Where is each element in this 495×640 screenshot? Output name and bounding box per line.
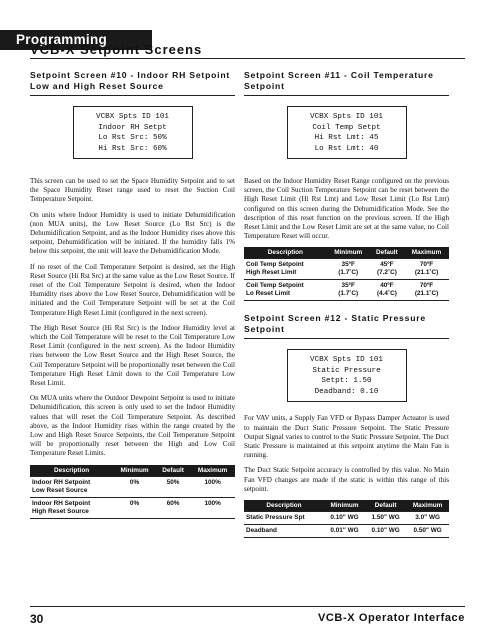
paragraph: For VAV units, a Supply Fan VFD or Bypass Damper Actuator is used to maintain the Duct Static Pressure Setpoint. The Static Pressure Output Signal varies to control to the Static Pressure Setpoint. The Duct Static Pressure is maintained at this setpoint anytime the Main Fan is running. (244, 414, 449, 460)
lcd-line: Setpt: 1.50 (321, 377, 372, 386)
lcd-line: Hi Rst Lmt: 45 (314, 134, 379, 142)
footer-divider (30, 606, 465, 607)
column-header: Maximum (404, 247, 449, 259)
table-cell: 100% (190, 476, 235, 497)
paragraph: On units where Indoor Humidity is used to initiate Dehumidification (non MUA units), the Low Reset Source (Lo Rst Src) is the Dehumidification Setpoint, and as the Indoor Humidity rises above this setpoint, Dehumidification will be initiated. If the humidity falls 1% below this setpoint, the unit will leave the Dehumidification Mode. (30, 210, 235, 256)
column-header: Minimum (324, 500, 365, 512)
table-cell: 3.0" WG (406, 512, 449, 525)
screen-12-heading: Setpoint Screen #12 - Static Pressure Setpoint (244, 313, 449, 339)
table-cell: Indoor RH Setpoint Low Reset Source (30, 476, 113, 497)
column-header: Minimum (113, 465, 156, 477)
left-column (30, 70, 235, 519)
table-cell: Deadband (244, 525, 324, 538)
lcd-display-screen-11 (287, 106, 407, 159)
table-cell: 70ºF (21.1˚C) (404, 259, 449, 280)
table-cell: 40ºF (4.4˚C) (370, 280, 404, 301)
lcd-line: Indoor RH Setpt (98, 123, 167, 132)
table-cell: 70ºF (21.1˚C) (404, 280, 449, 301)
table-row (244, 280, 449, 301)
lcd-line: Deadband: 0.10 (314, 387, 379, 396)
table-row (244, 259, 449, 280)
screen-11-heading: Setpoint Screen #11 - Coil Temperature Setpoint (244, 70, 449, 96)
table-row (244, 512, 449, 525)
lcd-line: Hi Rst Src: 60% (98, 144, 167, 153)
column-header: Description (30, 465, 113, 477)
table-cell: 50% (156, 476, 190, 497)
lcd-display-screen-10 (73, 106, 193, 159)
header-divider (30, 58, 465, 59)
lcd-line: Lo Rst Src: 50% (98, 134, 167, 142)
screen-10-heading: Setpoint Screen #10 - Indoor RH Setpoint Low and High Reset Source (30, 70, 235, 96)
column-header: Minimum (327, 247, 370, 259)
paragraph: The Duct Static Setpoint accuracy is controlled by this value. No Main Fan VFD changes are made if the static is within this range of this setpoint. (244, 466, 449, 493)
table-cell: 0% (113, 476, 156, 497)
table-cell: 100% (190, 497, 235, 518)
paragraph: Based on the Indoor Humidity Reset Range configured on the previous screen, the Coil Suction Temperature Setpoint can be reset between the High Reset Limit (Hi Rst Lmt) and Low Reset Limit (Lo Rst Lmt) configured on this screen during the Dehumidification Mode. See the description of this reset function on the previous screen. If the High Reset Limit and the Low Reset Limit are set at the same value, no Coil Temperature Reset will occur. (244, 177, 449, 241)
footer-document-title: VCB-X Operator Interface (317, 612, 465, 624)
section-label: Programming (16, 32, 108, 47)
page-title: VCB-X Setpoint Screens (30, 42, 203, 57)
paragraph: This screen can be used to set the Space Humidity Setpoint and to set the Space Humidity Reset range used to reset the Suction Coil Temperature Setpoint. (30, 177, 235, 204)
column-header: Maximum (190, 465, 235, 477)
table-row (30, 497, 235, 518)
column-header: Maximum (406, 500, 449, 512)
table-row (30, 476, 235, 497)
lcd-line: VCBX Spts ID 101 (96, 113, 169, 121)
lcd-line: Coil Temp Setpt (312, 123, 381, 132)
lcd-line: Static Pressure (312, 366, 381, 375)
table-cell: 60% (156, 497, 190, 518)
column-header: Default (156, 465, 190, 477)
lcd-line: VCBX Spts ID 101 (310, 356, 383, 365)
static-pressure-table (244, 500, 449, 538)
lcd-line: VCBX Spts ID 101 (310, 113, 383, 121)
table-cell: Indoor RH Setpoint High Reset Source (30, 497, 113, 518)
table-cell: 35ºF (1.7˚C) (327, 259, 370, 280)
column-header: Description (244, 500, 324, 512)
coil-temp-table (244, 247, 449, 301)
table-cell: 0.50" WG (406, 525, 449, 538)
page-number: 30 (30, 612, 44, 626)
table-cell: 45ºF (7.2˚C) (370, 259, 404, 280)
right-column (244, 70, 449, 538)
lcd-display-screen-12 (287, 349, 407, 402)
column-header: Description (244, 247, 327, 259)
table-cell: Static Pressure Spt (244, 512, 324, 525)
rh-setpoint-table (30, 465, 235, 519)
lcd-line: Lo Rst Lmt: 40 (314, 144, 379, 153)
table-cell: Coil Temp Setpoint Lo Reset Limit (244, 280, 327, 301)
table-cell: 35ºF (1.7˚C) (327, 280, 370, 301)
table-cell: Coil Temp Setpoint High Reset Limit (244, 259, 327, 280)
column-header: Default (365, 500, 406, 512)
table-cell: 0% (113, 497, 156, 518)
paragraph: If no reset of the Coil Temperature Setpoint is desired, set the High Reset Source (Hi Rst Src) at the same value as the Low Reset Source. If reset of the Coil Temperature Setpoint is desired, when the Indoor Humidity rises above the Low Reset Source, Dehumidification will be initiated and the Coil Temperature Setpoint will be set at the Coil Temperature High Reset Limit (configured in the next screen). (30, 262, 235, 317)
table-cell: 0.01" WG (324, 525, 365, 538)
table-cell: 0.10" WG (365, 525, 406, 538)
table-cell: 1.50" WG (365, 512, 406, 525)
table-row (244, 525, 449, 538)
paragraph: On MUA units where the Outdoor Dewpoint Setpoint is used to initiate Dehumidification, this screen is only used to set the Indoor Humidity values that will reset the Coil Temperature Setpoint. As described above, as the Indoor Humidity rises within the range created by the Low and High Reset Source Setpoints, the Coil Temperature Setpoint will be proportionally reset between the High and Low Coil Temperature Reset Limits. (30, 394, 235, 458)
column-header: Default (370, 247, 404, 259)
table-cell: 0.10" WG (324, 512, 365, 525)
paragraph: The High Reset Source (Hi Rst Src) is the Indoor Humidity level at which the Coil Temperature will be reset to the Coil Temperature Low Reset Limit (configured in the next screen). As the Indoor Humidity rises between the Low Reset Source and the High Reset Source, the Coil Temperature Setpoint will be proportionally reset between the Coil Temperature High Reset Limit down to the Coil Temperature Low Reset Limit. (30, 323, 235, 388)
